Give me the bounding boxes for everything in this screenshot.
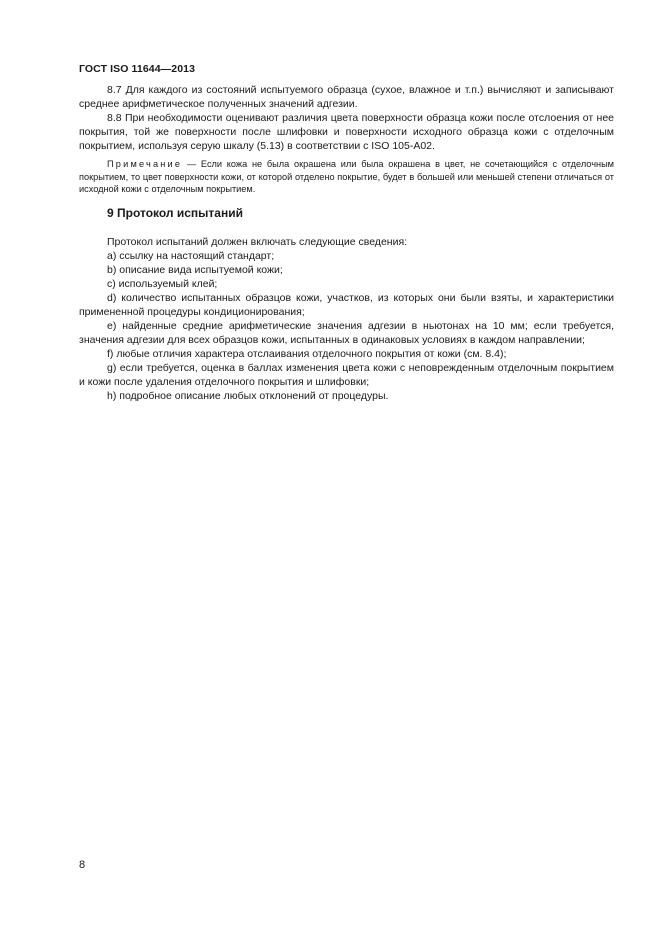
section-9-intro: Протокол испытаний должен включать следующие сведения:	[107, 236, 408, 248]
clauses-block	[79, 83, 614, 153]
list-item-e: е) найденные средние арифметические значения адгезии в ньютонах на 10 мм; если требуется, значения адгезии для всех образцов кожи, испытанных в одинаковых условиях в каждом направлении;	[79, 320, 614, 346]
section-9-body	[79, 235, 614, 403]
list-item-b: b) описание вида испытуемой кожи;	[107, 264, 283, 276]
note-block	[79, 158, 614, 196]
document-header-code: ГОСТ ISO 11644—2013	[79, 63, 196, 75]
clause-8-7: 8.7 Для каждого из состояний испытуемого образца (сухое, влажное и т.п.) вычисляют и записывают среднее арифметическое полученных значений адгезии.	[79, 84, 614, 110]
note-text: — Если кожа не была окрашена или была окрашена в цвет, не сочетающийся с отделочным покрытием, то цвет поверхности кожи, от которой отделено покрытие, будет в большей или меньшей степени отличаться от исходной кожи с отделочным покрытием.	[79, 159, 614, 194]
list-item-d: d) количество испытанных образцов кожи, участков, из которых они были взяты, и характеристики примененной процедуры кондиционирования;	[79, 292, 614, 318]
note-paragraph	[79, 158, 614, 196]
page-number: 8	[79, 859, 86, 871]
list-item-f: f) любые отличия характера отслаивания отделочного покрытия от кожи (см. 8.4);	[107, 348, 507, 360]
clause-8-8: 8.8 При необходимости оценивают различия цвета поверхности образца кожи после отслоения от нее покрытия, той же поверхности после шлифовки и поверхности исходного образца кожи с отделочным покрытием, используя серую шкалу (5.13) в соответствии с ISO 105-A02.	[79, 112, 614, 152]
list-item-h: h) подробное описание любых отклонений от процедуры.	[107, 390, 389, 402]
list-item-c: с) используемый клей;	[107, 278, 218, 290]
list-item-a: а) ссылку на настоящий стандарт;	[107, 250, 275, 262]
list-item-g: g) если требуется, оценка в баллах изменения цвета кожи с неповрежденным отделочным покрытием и кожи после удаления отделочного покрытия и шлифовки;	[79, 362, 614, 388]
section-9-title: 9 Протокол испытаний	[107, 206, 243, 220]
note-label: Примечание	[107, 159, 183, 169]
